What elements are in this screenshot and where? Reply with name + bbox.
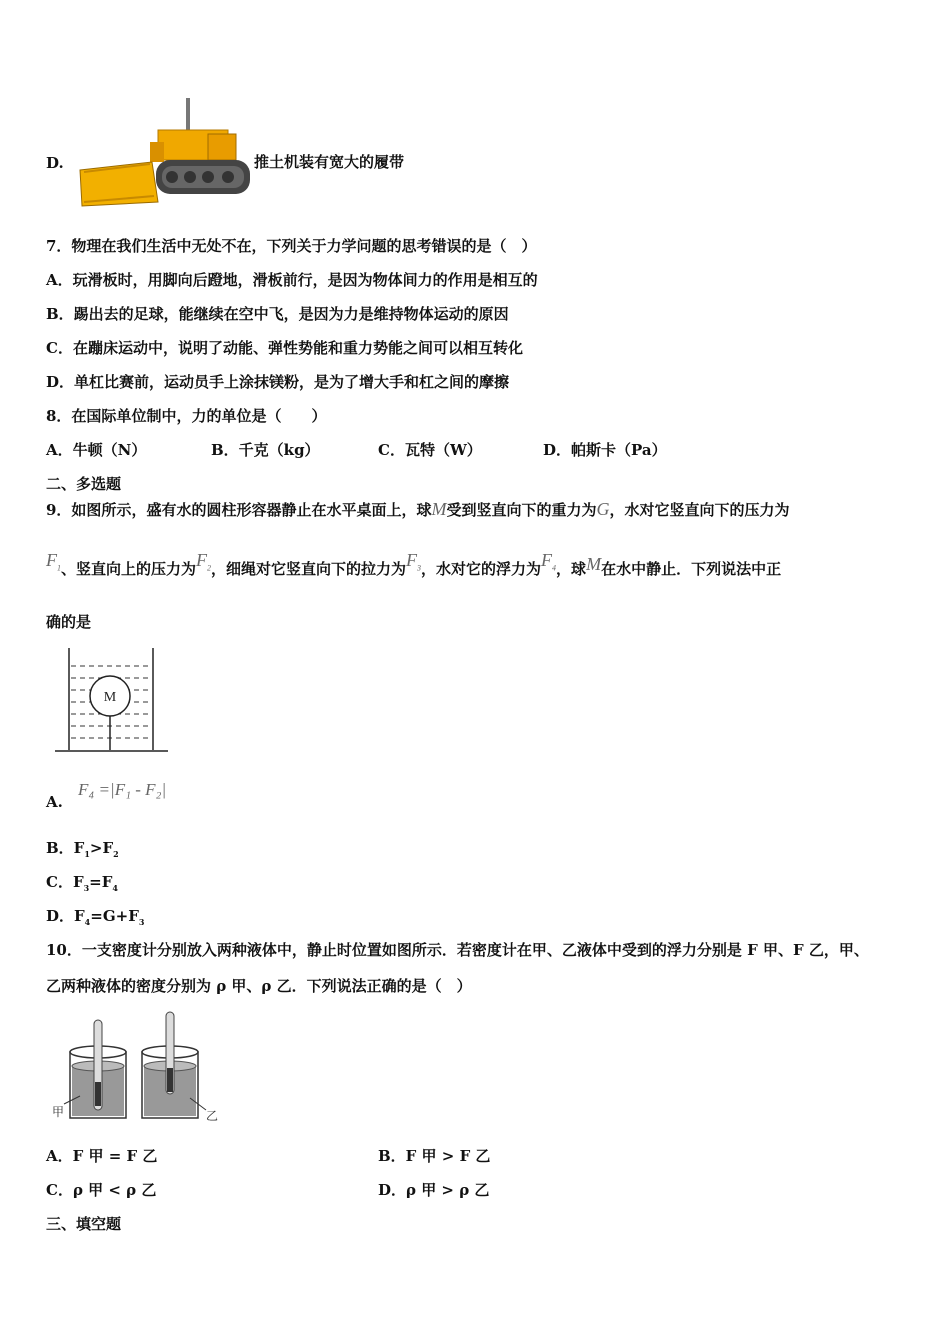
q8-option-b: B．千克（kg） <box>211 441 320 459</box>
var-m: M <box>431 499 447 519</box>
question-10-line-1: 10．一支密度计分别放入两种液体中，静止时位置如图所示．若密度计在甲、乙液体中受到的浮力分别是 F 甲、F 乙，甲、 <box>46 941 869 959</box>
q10-option-a: A．F 甲 = F 乙 <box>46 1147 158 1165</box>
label-yi: 乙 <box>206 1109 219 1123</box>
option-text: 推土机装有宽大的履带 <box>254 153 405 171</box>
q7-option-c: C．在蹦床运动中，说明了动能、弹性势能和重力势能之间可以相互转化 <box>46 339 523 357</box>
q8-option-a: A．牛顿（N） <box>46 441 147 459</box>
q8-option-d: D．帕斯卡（Pa） <box>543 441 667 459</box>
text: 、竖直向上的压力为 <box>61 560 197 578</box>
text: ，水对它的浮力为 <box>421 560 542 578</box>
q9-option-a-formula: F₄ =|F₁ - F₂| <box>78 780 167 799</box>
question-9-line-3: 确的是 <box>46 613 92 631</box>
container-figure <box>55 646 173 756</box>
q10-option-c: C．ρ 甲 < ρ 乙 <box>46 1181 157 1199</box>
question-10-line-2: 乙两种液体的密度分别为 ρ 甲、ρ 乙．下列说法正确的是（ ） <box>46 977 472 995</box>
section-title: 二、多选题 <box>46 475 122 493</box>
q10-option-d: D．ρ 甲 > ρ 乙 <box>378 1181 490 1199</box>
text: ，水对它竖直向下的压力为 <box>609 501 790 519</box>
q9-option-d: D．$F_4=G+F_3$ <box>46 907 145 927</box>
var-f1: $F_1$ <box>46 550 61 573</box>
question-7-stem: 7．物理在我们生活中无处不在，下列关于力学问题的思考错误的是（ ） <box>46 237 537 255</box>
q10-option-b: B．F 甲 > F 乙 <box>378 1147 491 1165</box>
var-m: M <box>586 554 602 574</box>
text: 在水中静止．下列说法中正 <box>601 560 782 578</box>
question-8-stem: 8．在国际单位制中，力的单位是（ ） <box>46 407 327 425</box>
question-9-line-2 <box>46 550 782 587</box>
q8-option-c: C．瓦特（W） <box>378 441 482 459</box>
q9-option-a-letter: A. <box>46 793 63 811</box>
text: 9．如图所示，盛有水的圆柱形容器静止在水平桌面上，球 <box>46 501 432 519</box>
section-title: 三、填空题 <box>46 1215 122 1233</box>
var-f2: $F_2$ <box>196 550 212 573</box>
ball-label: M <box>103 690 117 705</box>
var-f3: $F_3$ <box>406 550 422 573</box>
text: ，细绳对它竖直向下的拉力为 <box>211 560 407 578</box>
q7-option-d: D．单杠比赛前，运动员手上涂抹镁粉，是为了增大手和杠之间的摩擦 <box>46 373 510 391</box>
q7-option-a: A．玩滑板时，用脚向后蹬地，滑板前行，是因为物体间力的作用是相互的 <box>46 271 538 289</box>
var-f4: $F_4$ <box>541 550 557 573</box>
question-9-line-1 <box>46 499 789 520</box>
hydrometer-figure <box>50 1012 222 1124</box>
q9-option-b: B．$F_1>F_2$ <box>46 839 119 859</box>
text: 受到竖直向下的重力为 <box>446 501 597 519</box>
option-letter: D. <box>46 154 64 172</box>
bulldozer-image <box>78 98 254 210</box>
text: ，球 <box>556 560 587 578</box>
label-jia: 甲 <box>52 1105 65 1119</box>
q9-option-c: C．$F_3=F_4$ <box>46 873 118 893</box>
var-g: G <box>596 499 610 519</box>
q7-option-b: B．踢出去的足球，能继续在空中飞，是因为力是维持物体运动的原因 <box>46 305 509 323</box>
